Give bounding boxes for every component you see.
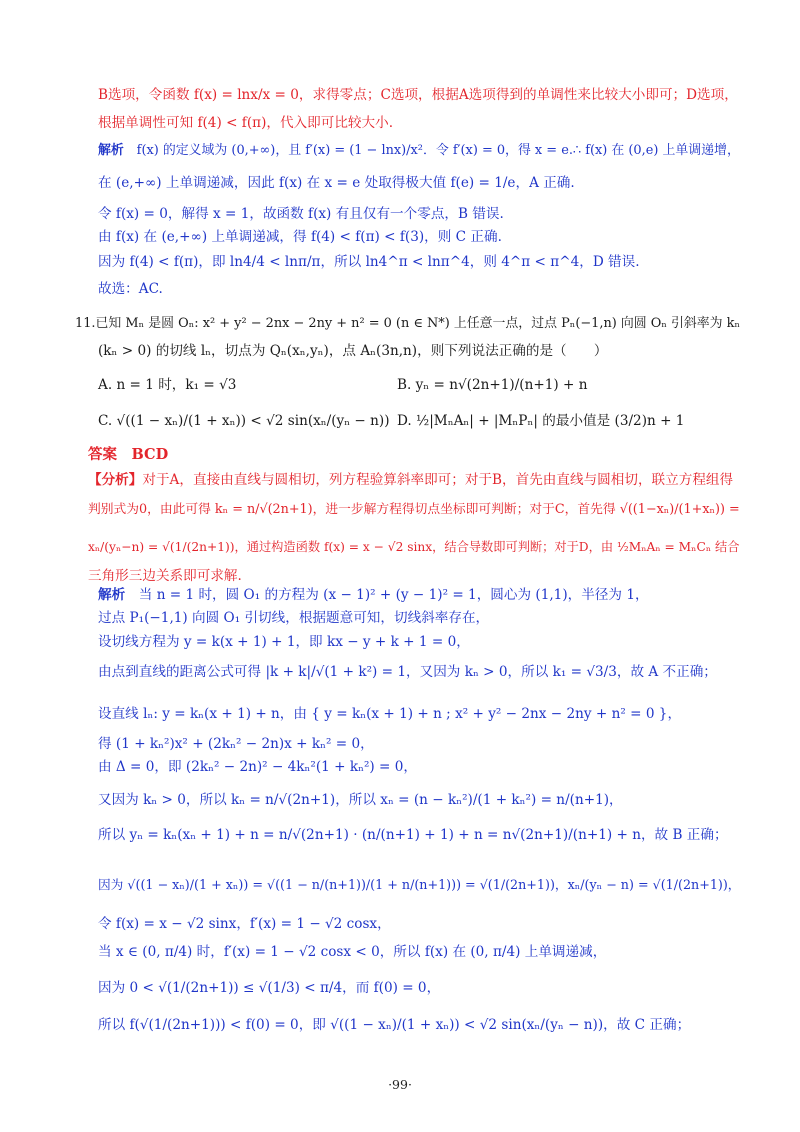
- solution-line-7: 由 Δ = 0，即 (2kₙ² − 2n)² − 4kₙ²(1 + kₙ²) = 0，: [98, 759, 418, 775]
- answer-line: [88, 446, 168, 464]
- solution-top-line-3: 令 f(x) = 0，解得 x = 1，故函数 f(x) 有且仅有一个零点，B 错误.: [98, 206, 504, 222]
- analysis-line-4: 三角形三边关系即可求解.: [88, 568, 242, 584]
- solution-line-8: 又因为 kₙ > 0，所以 kₙ = n/√(2n+1)，所以 xₙ = (n − kₙ²)/(1 + kₙ²) = n/(n+1)，: [98, 792, 623, 808]
- solution-top-line-6: 故选：AC.: [98, 281, 163, 297]
- solution-line-4: 由点到直线的距离公式可得 |k + k|/√(1 + k²) = 1，又因为 kₙ > 0，所以 k₁ = √3/3，故 A 不正确；: [98, 664, 717, 680]
- question-stem-line-1: [75, 316, 740, 332]
- solution-line-6: 得 (1 + kₙ²)x² + (2kₙ² − 2n)x + kₙ² = 0，: [98, 736, 374, 752]
- option-b: B. yₙ = n√(2n+1)/(n+1) + n: [397, 377, 588, 393]
- question-stem-line-2: (kₙ > 0) 的切线 lₙ，切点为 Qₙ(xₙ,yₙ)，点 Aₙ(3n,n)，则下列说法正确的是（ ）: [98, 343, 608, 359]
- solution-line-1: [98, 587, 649, 604]
- analysis-line-3: xₙ/(yₙ−n) = √(1/(2n+1))，通过构造函数 f(x) = x − √2 sinx，结合导数即可判断；对于D，由 ½MₙAₙ = MₙCₙ 结合: [88, 540, 740, 554]
- solution-line-2: 过点 P₁(−1,1) 向圆 O₁ 引切线，根据题意可知，切线斜率存在，: [98, 610, 490, 626]
- solution-label: 解析: [98, 587, 126, 603]
- solution-line-14: 所以 f(√(1/(2n+1))) < f(0) = 0，即 √((1 − xₙ)/(1 + xₙ)) < √2 sin(xₙ/(yₙ − n))，故 C 正确；: [98, 1017, 691, 1033]
- solution-line-9: 所以 yₙ = kₙ(xₙ + 1) + n = n/√(2n+1) · (n/(n+1) + 1) + n = n√(2n+1)/(n+1) + n，故 B 正确；: [98, 827, 728, 843]
- question-number: 11.: [75, 316, 96, 331]
- solution-line-13: 因为 0 < √(1/(2n+1)) ≤ √(1/3) < π/4，而 f(0) = 0，: [98, 980, 441, 996]
- solution-text-1: 当 n = 1 时，圆 O₁ 的方程为 (x − 1)² + (y − 1)² = 1，圆心为 (1,1)，半径为 1，: [138, 587, 649, 603]
- page-number: ·99·: [388, 1077, 412, 1092]
- solution-line-5: 设直线 lₙ: y = kₙ(x + 1) + n，由 { y = kₙ(x + 1) + n ; x² + y² − 2nx − 2ny + n² = 0 }，: [98, 706, 682, 722]
- option-a: A. n = 1 时，k₁ = √3: [98, 377, 237, 393]
- analysis-text-1: 对于A，直接由直线与圆相切，列方程验算斜率即可；对于B，首先由直线与圆相切，联立方程组得: [142, 472, 734, 488]
- solution-top-line-1: [98, 143, 740, 159]
- option-d: D. ½|MₙAₙ| + |MₙPₙ| 的最小值是 (3/2)n + 1: [397, 413, 685, 429]
- solution-line-12: 当 x ∈ (0, π/4) 时，f′(x) = 1 − √2 cosx < 0，所以 f(x) 在 (0, π/4) 上单调递减，: [98, 944, 607, 960]
- question-stem-text-1: 已知 Mₙ 是圆 Oₙ: x² + y² − 2nx − 2ny + n² = 0 (n ∈ N*) 上任意一点，过点 Pₙ(−1,n) 向圆 Oₙ 引斜率为 kₙ: [95, 316, 741, 331]
- analysis-label: 【分析】: [88, 472, 143, 488]
- solution-top-text-1: f(x) 的定义域为 (0,+∞)，且 f′(x) = (1 − lnx)/x²．令 f′(x) = 0，得 x = e.∴ f(x) 在 (0,e) 上单调递增，: [136, 143, 740, 158]
- analysis-line-2: 判别式为0，由此可得 kₙ = n/√(2n+1)，进一步解方程得切点坐标即可判断；对于C，首先得 √((1−xₙ)/(1+xₙ)) =: [88, 502, 740, 517]
- solution-line-10: 因为 √((1 − xₙ)/(1 + xₙ)) = √((1 − n/(n+1))/(1 + n/(n+1))) = √(1/(2n+1))，xₙ/(yₙ − n) = √(1/(2n+1))，: [98, 877, 741, 892]
- answer-value: BCD: [131, 446, 169, 463]
- solution-line-3: 设切线方程为 y = k(x + 1) + 1，即 kx − y + k + 1 = 0，: [98, 634, 470, 650]
- hint-line-1: B选项，令函数 f(x) = lnx/x = 0，求得零点；C选项，根据A选项得到的单调性来比较大小即可；D选项，: [98, 87, 738, 103]
- analysis-line-1: [88, 472, 733, 489]
- option-c: C. √((1 − xₙ)/(1 + xₙ)) < √2 sin(xₙ/(yₙ − n)): [98, 413, 390, 429]
- answer-label: 答案: [88, 446, 117, 463]
- solution-top-label: 解析: [98, 143, 124, 158]
- solution-top-line-5: 因为 f(4) < f(π)，即 ln4/4 < lnπ/π，所以 ln4^π < lnπ^4，则 4^π < π^4，D 错误.: [98, 254, 640, 270]
- solution-top-line-2: 在 (e,+∞) 上单调递减，因此 f(x) 在 x = e 处取得极大值 f(e) = 1/e，A 正确.: [98, 175, 575, 191]
- solution-top-line-4: 由 f(x) 在 (e,+∞) 上单调递减，得 f(4) < f(π) < f(3)，则 C 正确.: [98, 229, 502, 245]
- solution-line-11: 令 f(x) = x − √2 sinx，f′(x) = 1 − √2 cosx，: [98, 916, 391, 932]
- hint-line-2: 根据单调性可知 f(4) < f(π)，代入即可比较大小.: [98, 115, 394, 131]
